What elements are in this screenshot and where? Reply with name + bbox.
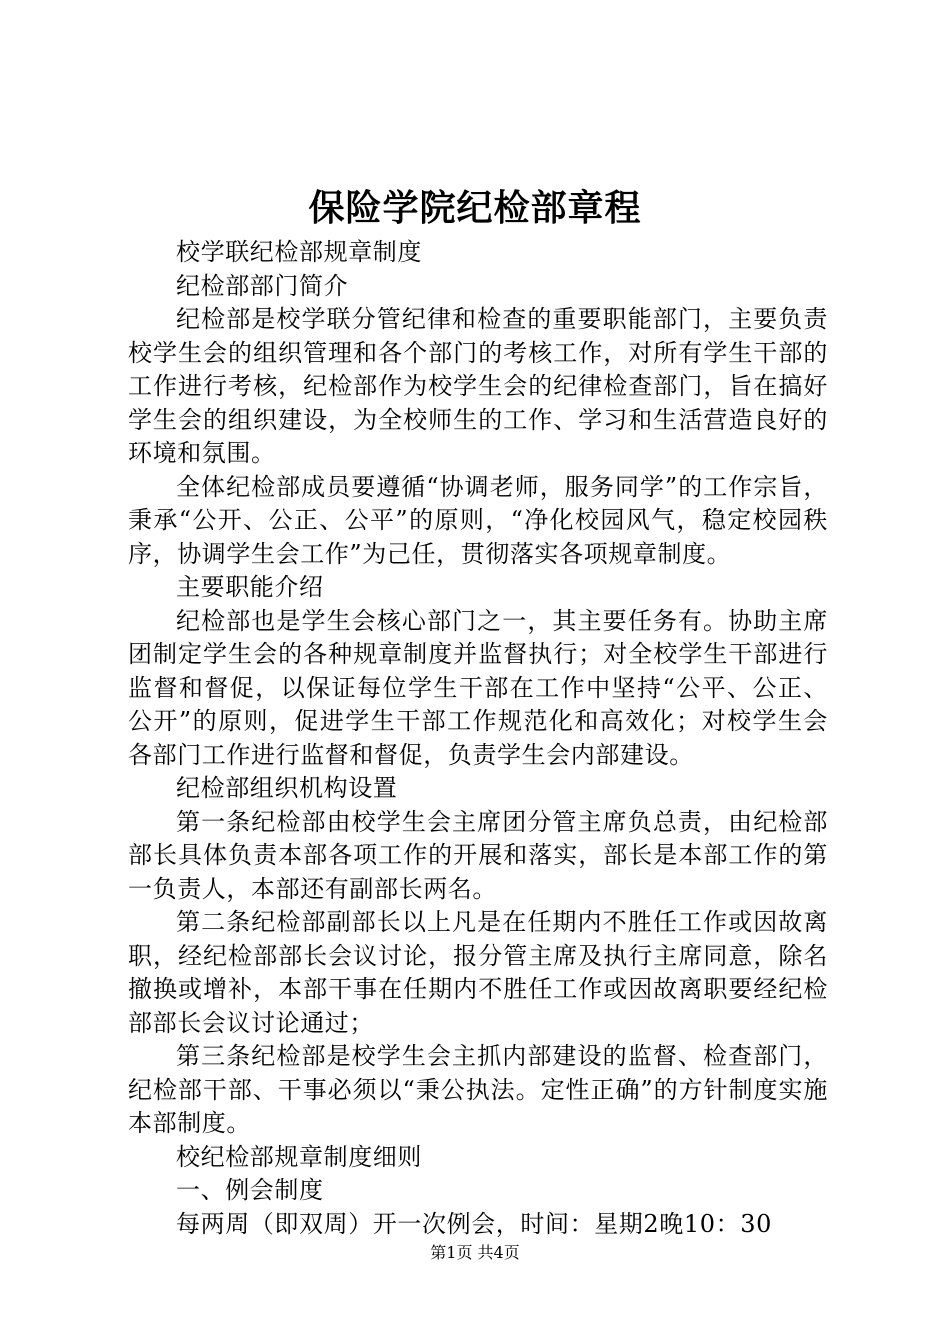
paragraph: 每两周（即双周）开一次例会，时间：星期2晚10：30 bbox=[176, 1209, 772, 1238]
paragraph: 第二条纪检部副部长以上凡是在任期内不胜任工作或因故离职，经纪检部部长会议讨论，报分管主席及执行主席同意，除名撤换或增补，本部干事在任期内不胜任工作或因故离职要经纪检部部长会议讨论通过； bbox=[128, 908, 828, 1037]
paragraph: 主要职能介绍 bbox=[176, 573, 324, 601]
paragraph: 纪检部是校学联分管纪律和检查的重要职能部门，主要负责校学生会的组织管理和各个部门的考核工作，对所有学生干部的工作进行考核，纪检部作为校学生会的纪律检查部门，旨在搞好学生会的组织建设，为全校师生的工作、学习和生活营造良好的环境和氛围。 bbox=[128, 305, 828, 467]
paragraph: 第一条纪检部由校学生会主席团分管主席负总责，由纪检部部长具体负责本部各项工作的开展和落实，部长是本部工作的第一负责人，本部还有副部长两名。 bbox=[128, 807, 828, 903]
page-footer: 第1页 共4页 bbox=[430, 1243, 520, 1262]
document-body bbox=[128, 236, 828, 1241]
paragraph: 校纪检部规章制度细则 bbox=[176, 1142, 422, 1171]
paragraph: 纪检部组织机构设置 bbox=[176, 774, 398, 802]
paragraph: 全体纪检部成员要遵循“协调老师，服务同学”的工作宗旨，秉承“公开、公正、公平”的原则，“净化校园风气，稳定校园秩序，协调学生会工作”为己任，贯彻落实各项规章制度。 bbox=[128, 472, 828, 568]
paragraph: 第三条纪检部是校学生会主抓内部建设的监督、检查部门，纪检部干部、干事必须以“秉公执法。定性正确”的方针制度实施本部制度。 bbox=[128, 1042, 828, 1137]
paragraph: 纪检部也是学生会核心部门之一，其主要任务有。协助主席团制定学生会的各种规章制度并监督执行；对全校学生干部进行监督和督促，以保证每位学生干部在工作中坚持“公平、公正、公开”的原则，促进学生干部工作规范化和高效化；对校学生会各部门工作进行监督和督促，负责学生会内部建设。 bbox=[128, 606, 828, 769]
paragraph: 校学联纪检部规章制度 bbox=[176, 238, 422, 266]
document-title: 保险学院纪检部章程 bbox=[308, 187, 642, 229]
paragraph: 一、例会制度 bbox=[176, 1176, 324, 1204]
paragraph: 纪检部部门简介 bbox=[176, 271, 349, 300]
